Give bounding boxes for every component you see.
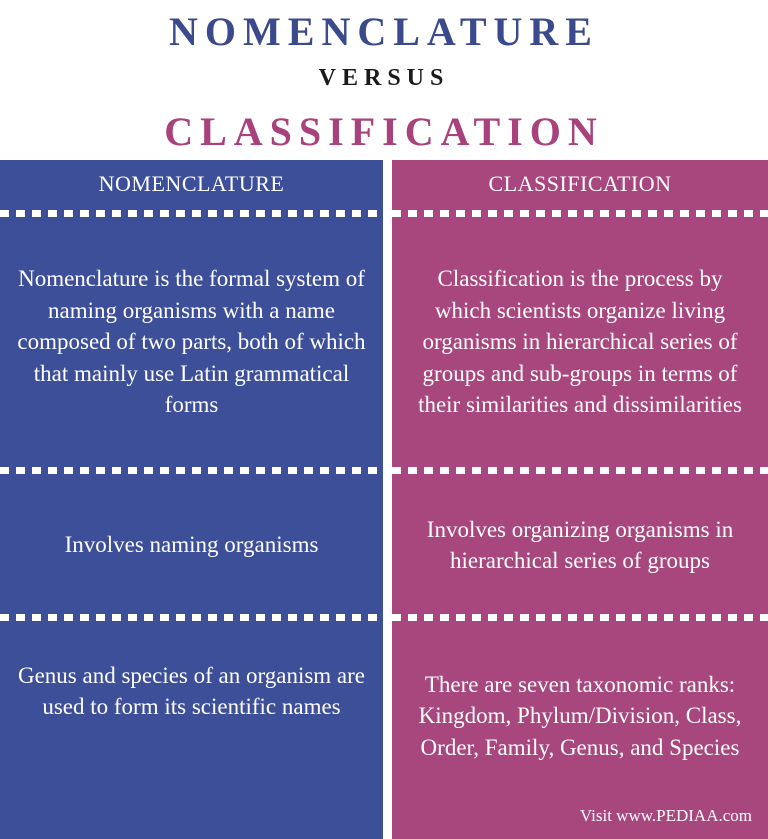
- nomenclature-column: [0, 160, 383, 839]
- row-divider: [0, 614, 383, 621]
- row-divider: [392, 614, 768, 621]
- classification-definition: Classification is the process by which scientists organize living organisms in hierarchical series of groups and sub-groups in terms of their similarities and dissimilarities: [418, 266, 742, 418]
- classification-involves: Involves organizing organisms in hierarchical series of groups: [426, 516, 734, 573]
- row-divider: [392, 467, 768, 474]
- row-divider: [0, 210, 383, 217]
- page-title: NOMENCLATURE: [169, 9, 599, 54]
- source-link[interactable]: Visit www.PEDIAA.com: [579, 806, 752, 825]
- nomenclature-naming: Genus and species of an organism are used to form its scientific names: [17, 662, 366, 719]
- classification-header: CLASSIFICATION: [488, 171, 672, 196]
- title-block: [0, 0, 768, 160]
- row-divider: [0, 467, 383, 474]
- classification-column: [392, 160, 768, 839]
- nomenclature-definition: Nomenclature is the formal system of naming organisms with a name composed of two parts, both of which that mainly use Latin grammatical forms: [17, 266, 366, 418]
- nomenclature-header: NOMENCLATURE: [98, 171, 285, 196]
- nomenclature-involves: Involves naming organisms: [64, 532, 319, 558]
- page-subtitle: CLASSIFICATION: [164, 109, 604, 154]
- versus-label: VERSUS: [318, 65, 450, 91]
- row-divider: [392, 210, 768, 217]
- classification-ranks: There are seven taxonomic ranks: Kingdom, Phylum/Division, Class, Order, Family, Genus, and Species: [418, 671, 742, 760]
